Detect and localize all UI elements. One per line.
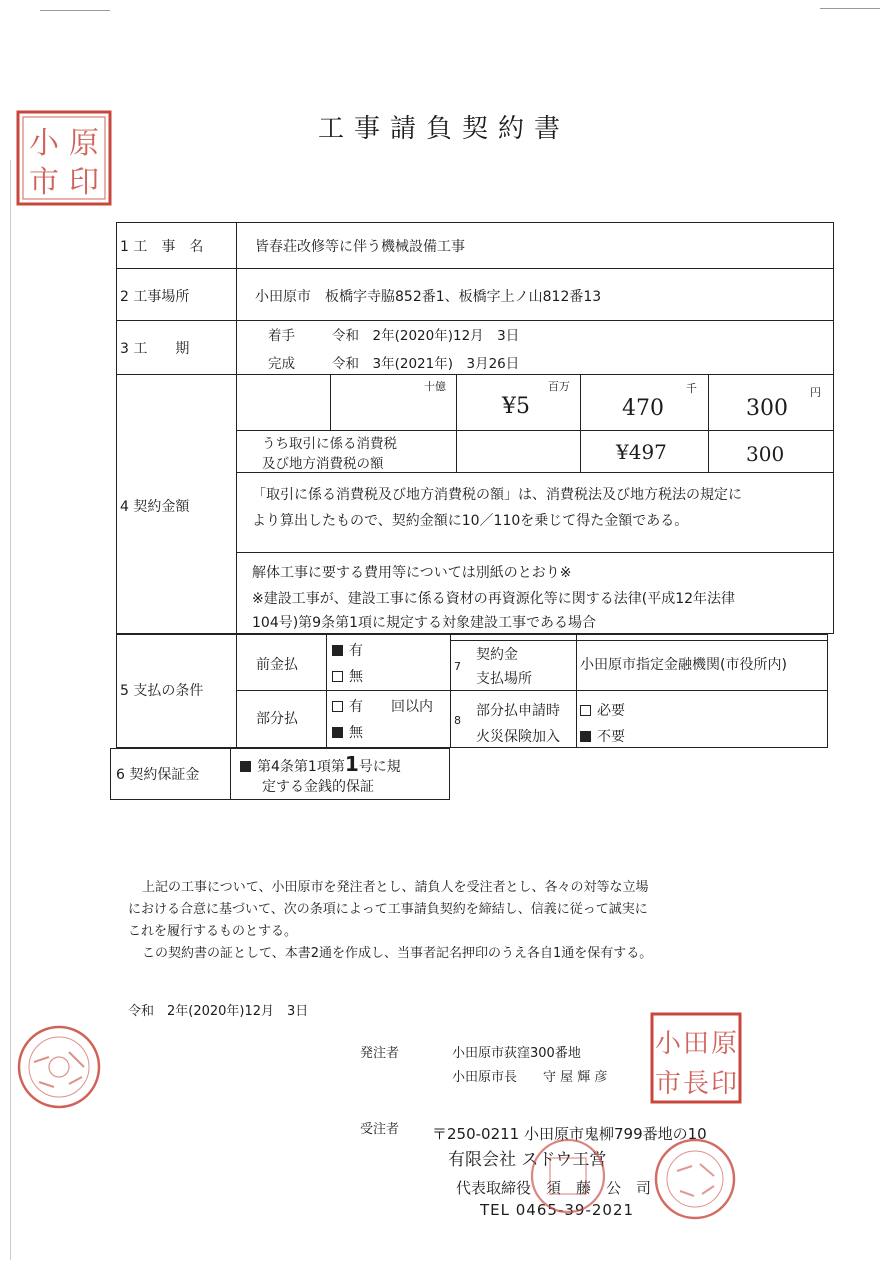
row8-opt-1 <box>580 700 625 720</box>
payment-num-divider <box>450 634 451 748</box>
advance-label: 前金払 <box>256 657 298 673</box>
row8-opt-2 <box>580 726 625 746</box>
round-seal-left <box>14 1022 104 1112</box>
unit-oku: 十億 <box>424 380 446 393</box>
row-divider-3 <box>116 374 834 375</box>
svg-text:印: 印 <box>69 165 99 200</box>
body-line-4: この契約書の証として、本書2通を作成し、当事者記名押印のうえ各自1通を保有する。 <box>142 946 653 961</box>
amount-col-2 <box>456 374 457 472</box>
row5-label: 5 支払の条件 <box>120 683 204 699</box>
advance-no-text: 無 <box>349 669 363 685</box>
row1-value: 皆春荘改修等に伴う機械設備工事 <box>255 239 465 255</box>
row2-label: 2 工事場所 <box>120 289 190 305</box>
payment-top-right <box>450 640 828 641</box>
amount-col-1 <box>330 374 331 430</box>
amount-col-4 <box>708 374 709 472</box>
row7-label-2: 支払場所 <box>476 671 532 687</box>
row6-value-1 <box>240 752 401 776</box>
partial-no <box>332 722 363 742</box>
payment-label-divider <box>236 634 237 748</box>
tax-label-2: 及び地方消費税の額 <box>262 456 384 472</box>
row4-label: 4 契約金額 <box>120 499 190 515</box>
row3-label: 3 工 期 <box>120 341 190 357</box>
row6-label: 6 契約保証金 <box>116 767 200 783</box>
scan-edge-top-right <box>820 8 880 9</box>
row8-num: 8 <box>454 714 461 727</box>
row7-label-1: 契約金 <box>476 647 518 663</box>
row2-value: 小田原市 板橋字寺脇852番1、板橋字上ノ山812番13 <box>255 289 602 305</box>
tax-sen: ¥497 <box>616 440 667 464</box>
svg-text:長: 長 <box>682 1069 710 1099</box>
svg-text:原: 原 <box>69 126 99 161</box>
demolition-3: 104号)第9条第1項に規定する対象建設工事である場合 <box>252 615 596 631</box>
amount-row-divider <box>236 430 834 431</box>
amount-en: 300 <box>746 396 788 421</box>
row-divider-2 <box>116 320 834 321</box>
payment-mid-divider <box>236 690 828 691</box>
scan-edge-left <box>10 160 11 1260</box>
unit-en: 円 <box>810 386 821 399</box>
contractor-rep: 代表取締役 須 藤 公 司 <box>456 1179 652 1197</box>
deposit-text-a: 第4条第1項第 <box>257 759 345 775</box>
svg-text:印: 印 <box>710 1069 738 1099</box>
company-seal <box>652 1136 738 1222</box>
svg-text:原: 原 <box>710 1029 738 1059</box>
partial-yes-text: 有 回以内 <box>349 699 433 715</box>
advance-no <box>332 666 363 686</box>
amount-sen: 470 <box>622 396 664 421</box>
unit-sen: 千 <box>686 382 697 395</box>
amount-bottom-divider <box>236 472 834 473</box>
payment-col-divider <box>576 634 577 748</box>
payment-frame <box>116 634 828 748</box>
svg-text:小: 小 <box>29 126 59 161</box>
amount-hyakuman: ¥5 <box>502 394 530 419</box>
svg-text:市: 市 <box>654 1069 682 1099</box>
tax-note-2: より算出したもので、契約金額に10／110を乗じて得た金額である。 <box>252 513 689 529</box>
note-bottom-divider <box>236 552 834 553</box>
partial-no-text: 無 <box>349 725 363 741</box>
row1-label: 1 工 事 名 <box>120 239 204 255</box>
advance-no-checkbox[interactable] <box>332 671 343 682</box>
body-line-3: これを履行するものとする。 <box>128 924 298 939</box>
row-divider-1 <box>116 268 834 269</box>
row3-start-label: 着手 <box>268 328 295 344</box>
svg-text:小: 小 <box>654 1029 682 1059</box>
tax-en: 300 <box>746 442 785 466</box>
partial-yes-checkbox[interactable] <box>332 701 343 712</box>
demolition-1: 解体工事に要する費用等については別紙のとおり※ <box>252 565 572 581</box>
row3-end-value: 令和 3年(2021年) 3月26日 <box>332 356 520 372</box>
amount-col-3 <box>580 374 581 472</box>
advance-yes-text: 有 <box>349 643 363 659</box>
company-seal-overlap <box>528 1136 608 1216</box>
orderer-label: 発注者 <box>360 1046 400 1061</box>
tax-label-1: うち取引に係る消費税 <box>262 436 397 452</box>
insurance-not-required-text: 不要 <box>597 729 625 745</box>
demolition-2: ※建設工事が、建設工事に係る資材の再資源化等に関する法律(平成12年法律 <box>252 591 736 607</box>
partial-yes <box>332 696 433 716</box>
row7-value: 小田原市指定金融機関(市役所内) <box>580 657 787 673</box>
scan-edge-top-left <box>40 10 110 11</box>
insurance-required-checkbox[interactable] <box>580 705 591 716</box>
orderer-address: 小田原市荻窪300番地 <box>452 1046 581 1061</box>
mayor-seal <box>650 1012 742 1104</box>
svg-text:市: 市 <box>29 165 59 200</box>
contract-date: 令和 2年(2020年)12月 3日 <box>128 1004 309 1019</box>
advance-yes <box>332 640 363 660</box>
partial-no-checkbox[interactable] <box>332 727 343 738</box>
document-title: 工事請負契約書 <box>317 114 570 144</box>
partial-label: 部分払 <box>256 711 298 727</box>
row8-label-2: 火災保険加入 <box>476 729 560 745</box>
unit-hyakuman: 百万 <box>548 380 570 393</box>
row8-label-1: 部分払申請時 <box>476 703 560 719</box>
insurance-not-required-checkbox[interactable] <box>580 731 591 742</box>
contractor-tel: TEL 0465-39-2021 <box>480 1201 635 1219</box>
deposit-text-c: 号に規 <box>358 759 401 775</box>
contractor-label: 受注者 <box>360 1122 400 1137</box>
contractor-address: 〒250-0211 小田原市鬼柳799番地の10 <box>432 1125 707 1143</box>
contractor-company: 有限会社 スドウ工営 <box>448 1150 607 1170</box>
label-divider <box>236 222 237 634</box>
deposit-checkbox[interactable] <box>240 761 251 772</box>
insurance-required-text: 必要 <box>597 703 625 719</box>
svg-text:田: 田 <box>682 1029 710 1059</box>
payment-sub-divider <box>326 634 327 748</box>
row3-start-value: 令和 2年(2020年)12月 3日 <box>332 328 520 344</box>
advance-yes-checkbox[interactable] <box>332 645 343 656</box>
row7-num: 7 <box>454 660 461 673</box>
tax-note-1: 「取引に係る消費税及び地方消費税の額」は、消費税法及び地方税法の規定に <box>252 487 742 503</box>
row3-end-label: 完成 <box>268 356 295 372</box>
body-line-1: 上記の工事について、小田原市を発注者とし、請負人を受注者とし、各々の対等な立場 <box>142 880 649 895</box>
deposit-number: 1 <box>344 752 359 776</box>
orderer-name: 小田原市長 守 屋 輝 彦 <box>452 1070 608 1085</box>
body-line-2: における合意に基づいて、次の条項によって工事請負契約を締結し、信義に従って誠実に <box>128 902 648 917</box>
row6-value-2: 定する金銭的保証 <box>262 779 374 795</box>
deposit-divider <box>230 748 231 800</box>
